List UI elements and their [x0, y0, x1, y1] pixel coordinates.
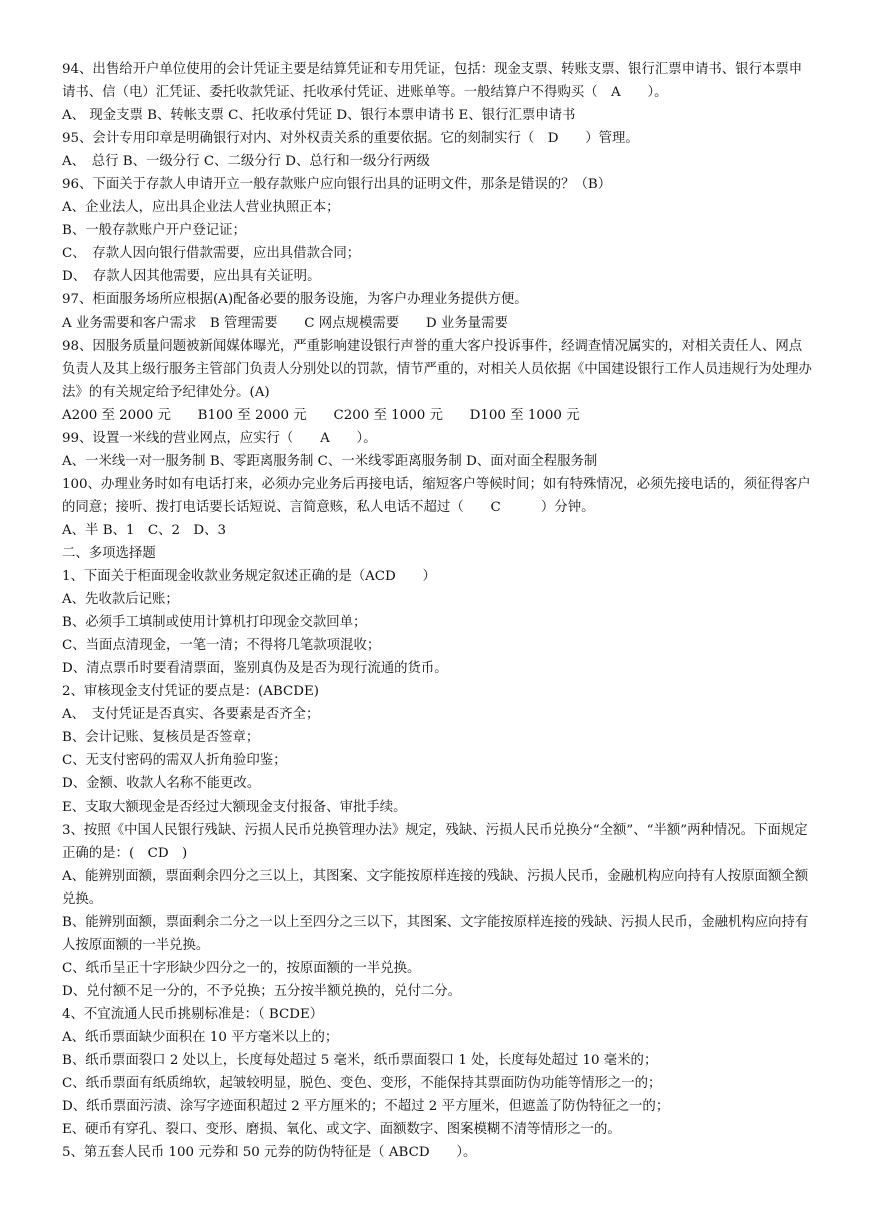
q96-stem: 96、下面关于存款人申请开立一般存款账户应向银行出具的证明文件，那条是错误的？（B） — [62, 177, 612, 193]
q98-options: A200 至 2000 元 B100 至 2000 元 C200 至 1000 元 D100 至 1000 元 — [62, 407, 580, 423]
mq2-option-c: C、无支付密码的需双人折角验印鉴； — [62, 753, 287, 769]
mq3-option-d: D、兑付额不足一分的，不予兑换；五分按半额兑换的，兑付二分。 — [62, 983, 462, 999]
mq2-option-a: A、 支付凭证是否真实、各要素是否齐全； — [62, 707, 320, 723]
mq4-option-e: E、硬币有穿孔、裂口、变形、磨损、氧化、或文字、面额数字、图案模糊不清等情形之一的。 — [62, 1122, 621, 1138]
mq3-option-b: B、能辨别面额，票面剩余二分之一以上至四分之三以下，其图案、文字能按原样连接的残缺、污损人民币，金融机构应向持有人按原面额的一半兑换。 — [62, 914, 809, 953]
q95-stem: 95、会计专用印章是明确银行对内、对外权责关系的重要依据。它的刻制实行（ D ）管理。 — [62, 131, 639, 147]
mq2-option-e: E、支取大额现金是否经过大额现金支付报备、审批手续。 — [62, 799, 407, 815]
q96-option-d: D、 存款人因其他需要，应出具有关证明。 — [62, 269, 321, 285]
q96-option-c: C、 存款人因向银行借款需要，应出具借款合同； — [62, 246, 361, 262]
q99-options: A、一米线一对一服务制 B、零距离服务制 C、一米线零距离服务制 D、面对面全程服务制 — [62, 453, 598, 469]
q100-options: A、半 B、1 C、2 D、3 — [62, 522, 227, 538]
q97-stem: 97、柜面服务场所应根据(A)配备必要的服务设施，为客户办理业务提供方便。 — [62, 292, 528, 308]
mq1-stem: 1、下面关于柜面现金收款业务规定叙述正确的是（ACD ） — [62, 569, 436, 585]
q100-stem: 100、办理业务时如有电话打来，必须办完业务后再接电话，缩短客户等候时间；如有特殊情况，必须先接电话的，须征得客户的同意；接听、拨打电话要长话短说、言简意赅，私人电话不超过（ C ）分钟。 — [62, 476, 811, 515]
q96-option-b: B、一般存款账户开户登记证； — [62, 223, 246, 239]
mq1-option-d: D、清点票币时要看清票面，鉴别真伪及是否为现行流通的货币。 — [62, 661, 448, 677]
mq4-stem: 4、不宜流通人民币挑剔标准是：（ BCDE） — [62, 1006, 324, 1022]
mq4-option-b: B、纸币票面裂口 2 处以上，长度每处超过 5 毫米，纸币票面裂口 1 处，长度每处超过 10 毫米的； — [62, 1053, 658, 1069]
section-heading-multiple-choice: 二、多项选择题 — [62, 545, 156, 561]
q94-stem: 94、出售给开户单位使用的会计凭证主要是结算凭证和专用凭证，包括：现金支票、转账支票、银行汇票申请书、银行本票申请书、信（电）汇凭证、委托收款凭证、托收承付凭证、进账单等。一般结算户不得购买（ A ）。 — [62, 62, 803, 101]
mq2-stem: 2、审核现金支付凭证的要点是：(ABCDE) — [62, 684, 319, 700]
mq2-option-d: D、金额、收款人名称不能更改。 — [62, 776, 261, 792]
q94-options: A、 现金支票 B、转帐支票 C、托收承付凭证 D、银行本票申请书 E、银行汇票申请书 — [62, 108, 576, 124]
q97-options: A 业务需要和客户需求 B 管理需要 C 网点规模需要 D 业务量需要 — [62, 315, 508, 331]
q99-stem: 99、设置一米线的营业网点，应实行（ A ）。 — [62, 430, 377, 446]
mq3-option-c: C、纸币呈正十字形缺少四分之一的，按原面额的一半兑换。 — [62, 960, 421, 976]
q96-option-a: A、企业法人，应出具企业法人营业执照正本； — [62, 200, 340, 216]
q95-options: A、 总行 B、一级分行 C、二级分行 D、总行和一级分行两级 — [62, 154, 430, 170]
mq3-stem: 3、按照《中国人民银行残缺、污损人民币兑换管理办法》规定，残缺、污损人民币兑换分“全额”、“半额”两种情况。下面规定正确的是：( CD ) — [62, 822, 808, 861]
mq4-option-d: D、纸币票面污渍、涂写字迹面积超过 2 平方厘米的；不超过 2 平方厘米，但遮盖了防伪特征之一的； — [62, 1099, 670, 1115]
q98-stem: 98、因服务质量问题被新闻媒体曝光，严重影响建设银行声誉的重大客户投诉事件，经调查情况属实的，对相关责任人、网点负责人及其上级行服务主管部门负责人分别处以的罚款，情节严重的，对相关人员依据《中国建设银行工作人员违规行为处理办法》的有关规定给予纪律处分。(A) — [62, 338, 812, 400]
mq3-option-a: A、能辨别面额，票面剩余四分之三以上，其图案、文字能按原样连接的残缺、污损人民币，金融机构应向持有人按原面额全额兑换。 — [62, 868, 809, 907]
mq2-option-b: B、会计记账、复核员是否签章； — [62, 730, 260, 746]
document-body — [62, 58, 814, 1164]
mq5-stem: 5、第五套人民币 100 元券和 50 元券的防伪特征是（ ABCD ）。 — [62, 1145, 477, 1161]
mq4-option-a: A、纸币票面缺少面积在 10 平方毫米以上的； — [62, 1029, 339, 1045]
mq1-option-c: C、当面点清现金，一笔一清；不得将几笔款项混收； — [62, 638, 381, 654]
mq1-option-b: B、必须手工填制或使用计算机打印现金交款回单； — [62, 615, 367, 631]
mq4-option-c: C、纸币票面有纸质绵软，起皱较明显，脱色、变色、变形，不能保持其票面防伪功能等情形之一的； — [62, 1076, 662, 1092]
mq1-option-a: A、先收款后记账； — [62, 592, 179, 608]
